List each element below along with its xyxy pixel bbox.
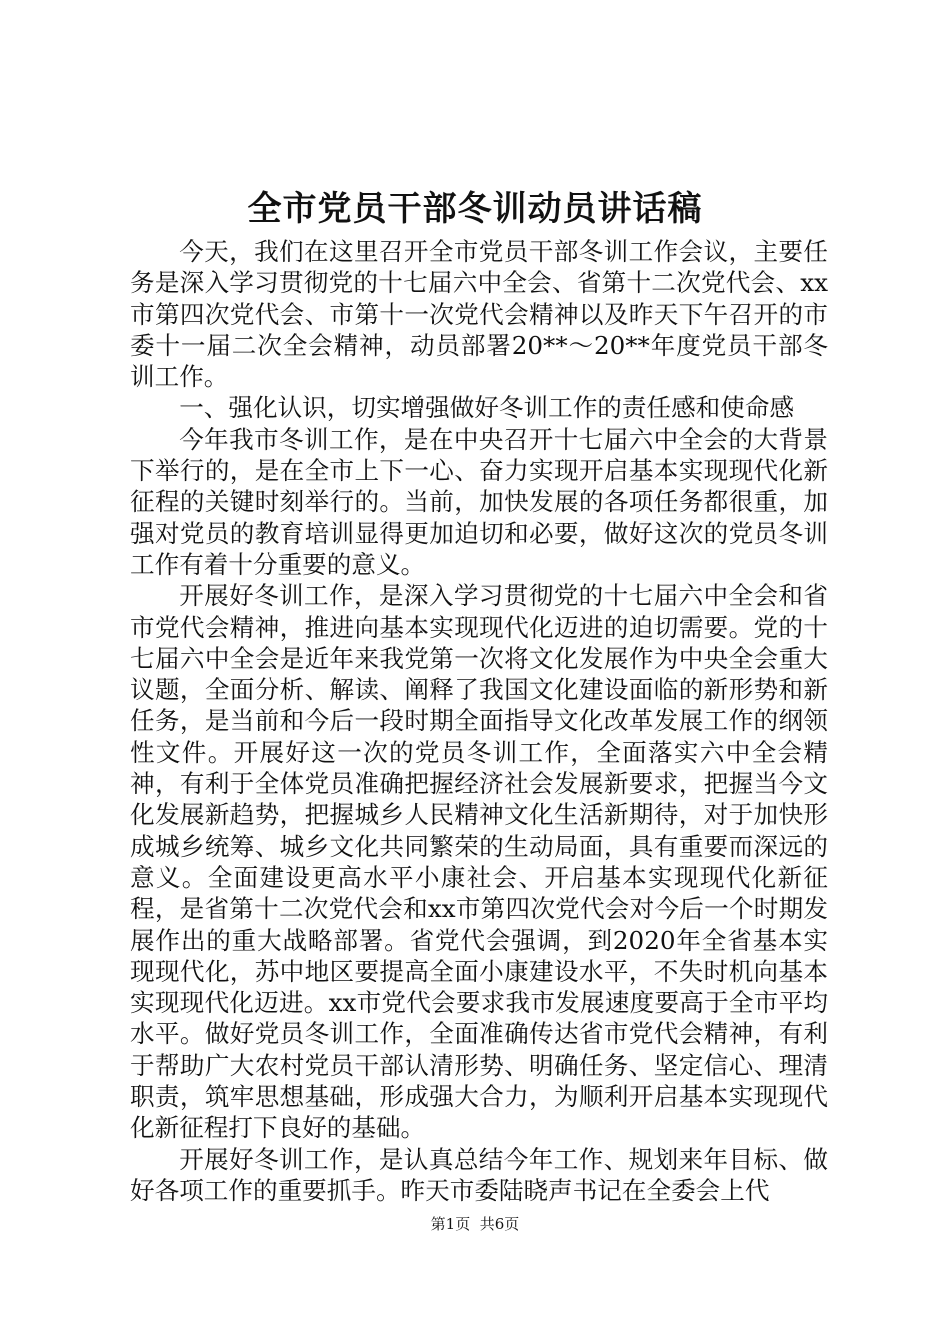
- paragraph-4: 开展好冬训工作，是认真总结今年工作、规划来年目标、做好各项工作的重要抓手。昨天市委陆晓声书记在全委会上代: [130, 1144, 828, 1205]
- paragraph-intro: 今天，我们在这里召开全市党员干部冬训工作会议，主要任务是深入学习贯彻党的十七届六中全会、省第十二次党代会、xx市第四次党代会、市第十一次党代会精神以及昨天下午召开的市委十一届二次全会精神，动员部署20**～20**年度党员干部冬训工作。: [130, 237, 828, 392]
- paragraph-2: 今年我市冬训工作，是在中央召开十七届六中全会的大背景下举行的，是在全市上下一心、奋力实现开启基本实现现代化新征程的关键时刻举行的。当前，加快发展的各项任务都很重，加强对党员的教育培训显得更加迫切和必要，做好这次的党员冬训工作有着十分重要的意义。: [130, 424, 828, 579]
- document-title: 全市党员干部冬训动员讲话稿: [247, 189, 703, 229]
- page-footer: [0, 1214, 950, 1234]
- section-heading-1: 一、强化认识，切实增强做好冬训工作的责任感和使命感: [179, 393, 795, 423]
- page-number: 第1页: [430, 1215, 471, 1233]
- page-total: 共6页: [479, 1215, 520, 1233]
- document-body: [130, 236, 828, 1206]
- paragraph-3: 开展好冬训工作，是深入学习贯彻党的十七届六中全会和省市党代会精神，推进向基本实现现代化迈进的迫切需要。党的十七届六中全会是近年来我党第一次将文化发展作为中央全会重大议题，全面分析、解读、阐释了我国文化建设面临的新形势和新任务，是当前和今后一段时期全面指导文化改革发展工作的纲领性文件。开展好这一次的党员冬训工作，全面落实六中全会精神，有利于全体党员准确把握经济社会发展新要求，把握当今文化发展新趋势，把握城乡人民精神文化生活新期待，对于加快形成城乡统筹、城乡文化共同繁荣的生动局面，具有重要而深远的意义。全面建设更高水平小康社会、开启基本实现现代化新征程，是省第十二次党代会和xx市第四次党代会对今后一个时期发展作出的重大战略部署。省党代会强调，到2020年全省基本实现现代化，苏中地区要提高全面小康建设水平，不失时机向基本实现现代化迈进。xx市党代会要求我市发展速度要高于全市平均水平。做好党员冬训工作，全面准确传达省市党代会精神，有利于帮助广大农村党员干部认清形势、明确任务、坚定信心、理清职责，筑牢思想基础，形成强大合力，为顺利开启基本实现现代化新征程打下良好的基础。: [130, 581, 828, 1143]
